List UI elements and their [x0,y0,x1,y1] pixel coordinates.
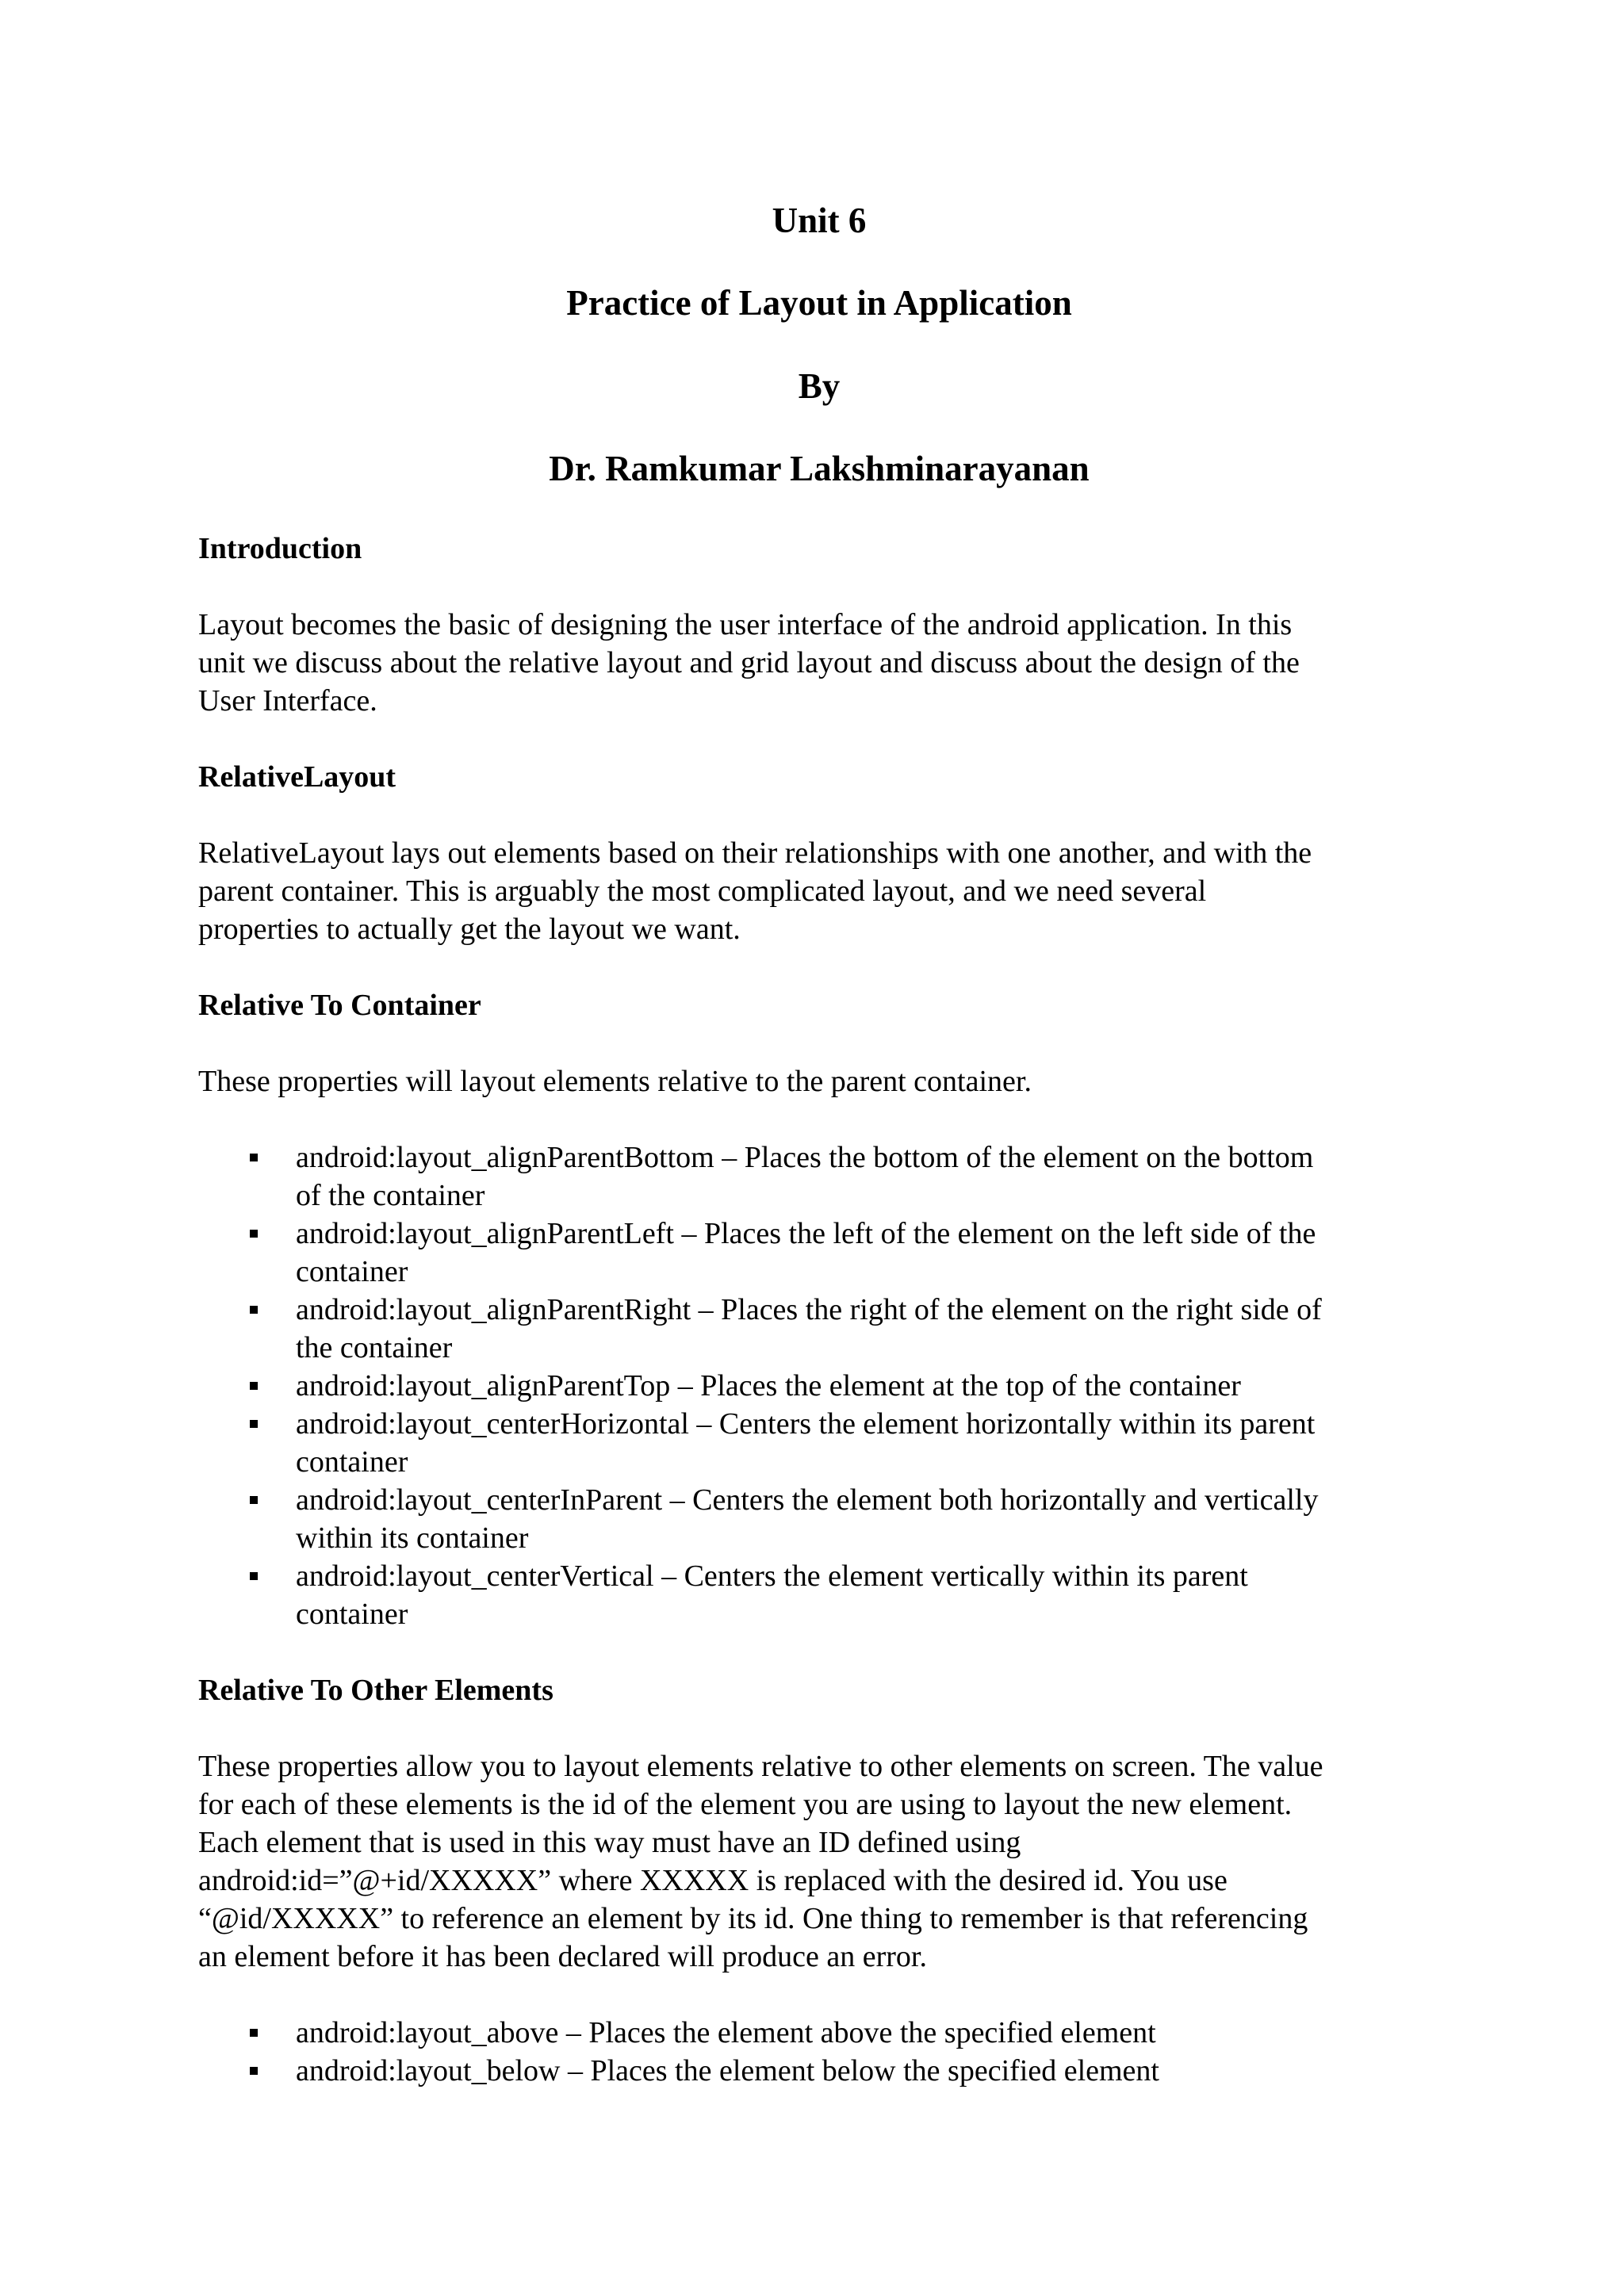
paragraph-line: for each of these elements is the id of the element you are using to layout the new element. [198,1788,1293,1821]
list-item-line: android:layout_centerInParent – Centers the element both horizontally and vertically [296,1483,1319,1517]
list-item [0,1481,1624,1557]
paragraph-line: User Interface. [198,684,377,718]
list-item [0,1367,1624,1405]
relative-to-other-paragraph [198,1747,1435,1976]
bullet-marker [250,1572,258,1580]
list-item-line: container [296,1598,408,1631]
unit-title: Unit 6 [772,201,867,240]
relative-layout-heading: RelativeLayout [198,760,396,794]
list-item-line: the container [296,1331,453,1364]
introduction-paragraph [198,606,1435,720]
bullet-marker [250,1306,258,1314]
paragraph-line: Each element that is used in this way must have an ID defined using [198,1826,1021,1859]
paragraph-line: These properties allow you to layout elements relative to other elements on screen. The value [198,1750,1323,1783]
paragraph-line: properties to actually get the layout we want. [198,913,741,946]
relative-to-container-intro: These properties will layout elements relative to the parent container. [198,1065,1032,1098]
list-item-line: android:layout_alignParentLeft – Places the left of the element on the left side of the [296,1217,1316,1250]
list-item [0,1291,1624,1367]
list-item [0,1405,1624,1481]
paragraph-line: parent container. This is arguably the most complicated layout, and we need several [198,874,1207,908]
bullet-marker [250,2029,258,2037]
relative-to-container-heading: Relative To Container [198,989,481,1022]
author-name: Dr. Ramkumar Lakshminarayanan [549,449,1090,488]
bullet-marker [250,1230,258,1238]
list-item-line: android:layout_centerVertical – Centers the element vertically within its parent [296,1559,1248,1593]
list-item-line: android:layout_centerHorizontal – Centers the element horizontally within its parent [296,1407,1316,1441]
by-line: By [798,366,841,406]
list-item [0,1557,1624,1633]
list-item-line: android:layout_alignParentRight – Places the right of the element on the right side of [296,1293,1322,1326]
list-item [0,1215,1624,1291]
introduction-heading: Introduction [198,532,362,565]
paragraph-line: “@id/XXXXX” to reference an element by its id. One thing to remember is that referencing [198,1902,1308,1935]
bullet-marker [250,1382,258,1390]
bullet-marker [250,1154,258,1161]
list-item-line: container [296,1445,408,1479]
list-item [0,2052,1624,2090]
list-item-line: container [296,1255,408,1288]
relative-to-other-heading: Relative To Other Elements [198,1674,553,1707]
list-item-line: of the container [296,1179,485,1212]
list-item-line: android:layout_above – Places the element above the specified element [296,2016,1156,2049]
list-item-line: within its container [296,1521,529,1555]
bullet-marker [250,1496,258,1504]
paragraph-line: an element before it has been declared will produce an error. [198,1940,927,1973]
container-properties-list [0,1138,1624,1633]
list-item-line: android:layout_alignParentBottom – Places the bottom of the element on the bottom [296,1141,1314,1174]
list-item-line: android:layout_below – Places the element below the specified element [296,2054,1159,2087]
list-item [0,1138,1624,1215]
paragraph-line: android:id=”@+id/XXXXX” where XXXXX is replaced with the desired id. You use [198,1864,1228,1897]
other-elements-properties-list [0,2014,1624,2090]
paragraph-line: RelativeLayout lays out elements based on their relationships with one another, and with the [198,836,1312,870]
bullet-marker [250,1420,258,1428]
document-title: Practice of Layout in Application [566,283,1072,323]
paragraph-line: Layout becomes the basic of designing the user interface of the android application. In this [198,608,1293,641]
list-item-line: android:layout_alignParentTop – Places the element at the top of the container [296,1369,1241,1402]
paragraph-line: unit we discuss about the relative layout and grid layout and discuss about the design of the [198,646,1300,679]
bullet-marker [250,2067,258,2075]
list-item [0,2014,1624,2052]
relative-layout-paragraph [198,834,1435,948]
